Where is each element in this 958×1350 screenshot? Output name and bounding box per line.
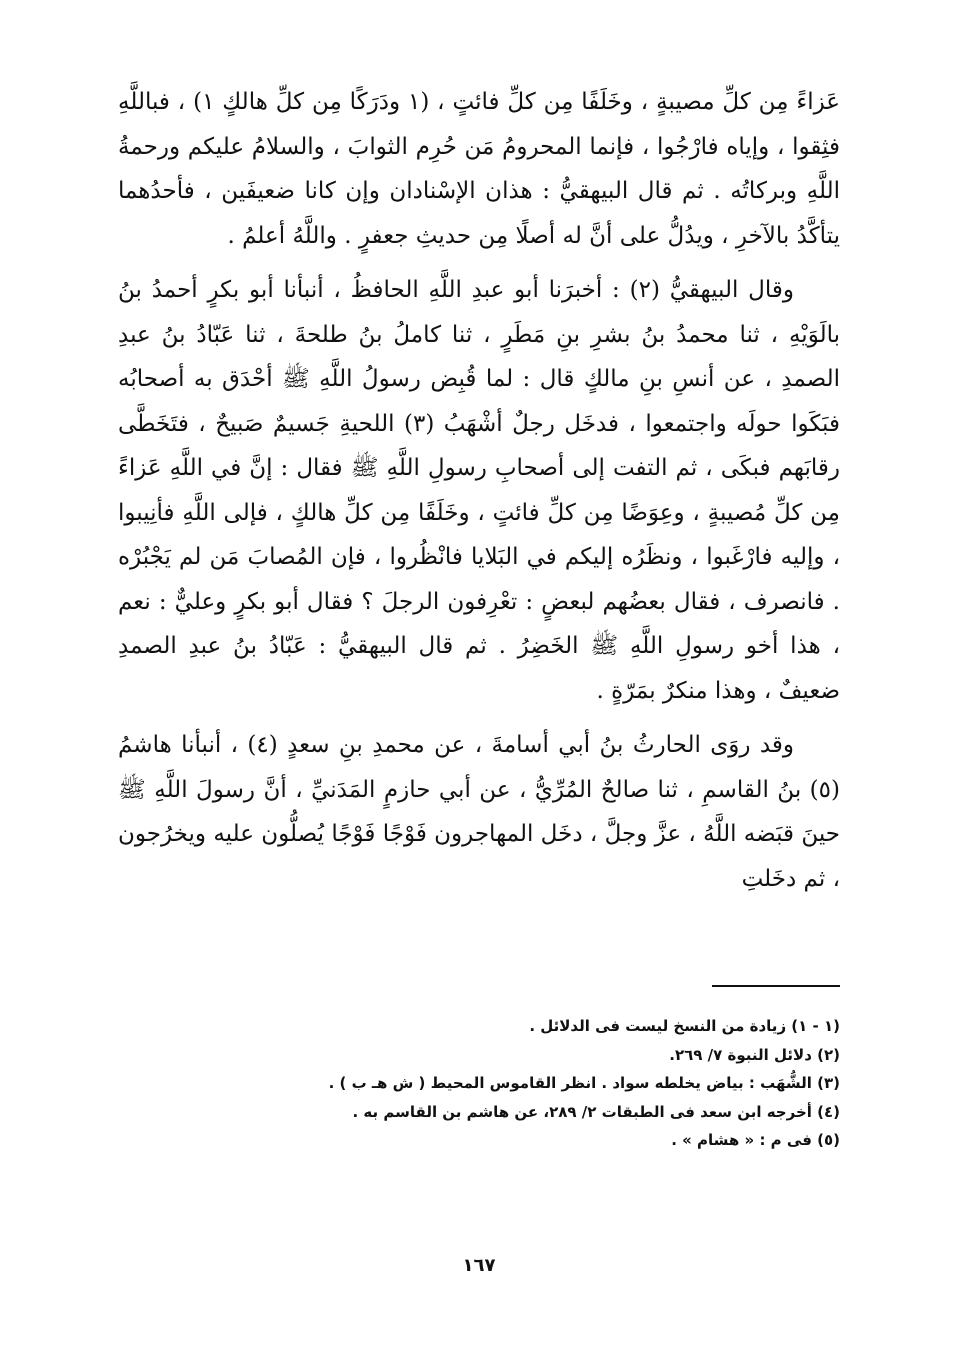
footnote-divider <box>712 985 840 987</box>
paragraph-3: وقد روَى الحارثُ بنُ أبي أسامةَ ، عن محمدِ بنِ سعدٍ (٤) ، أنبأنا هاشمُ (٥) بنُ القاسمِ ، ثنا صالحٌ المُرِّيُّ ، عن أبي حازمٍ المَدَنيِّ ، أنَّ رسولَ اللَّهِ ﷺ حينَ قبَضه اللَّهُ ، عزَّ وجلَّ ، دخَل المهاجرون فَوْجًا فَوْجًا يُصلُّون عليه ويخرُجون ، ثم دخَلتِ <box>118 732 840 892</box>
main-text <box>118 80 840 901</box>
page-number: ١٦٧ <box>462 1255 496 1276</box>
paragraph-2: وقال البيهقيُّ (٢) : أخبرَنا أبو عبدِ اللَّهِ الحافظُ ، أنبأنا أبو بكرٍ أحمدُ بنُ بالَوَيْهِ ، ثنا محمدُ بنُ بشرِ بنِ مَطَرٍ ، ثنا كاملُ بنُ طلحةَ ، ثنا عَبّادُ بنُ عبدِ الصمدِ ، عن أنسِ بنِ مالكٍ قال : لما قُبِض رسولُ اللَّهِ ﷺ أحْدَق به أصحابُه فبَكَوا حولَه واجتمعوا ، فدخَل رجلٌ أشْهَبُ (٣) اللحيةِ جَسيمٌ صَبيحٌ ، فتَخَطَّى رقابَهم فبكَى ، ثم التفت إلى أصحابِ رسولِ اللَّهِ ﷺ فقال : إنَّ في اللَّهِ عَزاءً مِن كلِّ مُصيبةٍ ، وعِوَضًا مِن كلِّ فائتٍ ، وخَلَفًا مِن كلِّ هالكٍ ، فإلى اللَّهِ فأنِيبوا ، وإليه فارْغَبوا ، ونظَرُه إليكم في البَلايا فانْظُروا ، فإن المُصابَ مَن لم يَجْبُرْه . فانصرف ، فقال بعضُهم لبعضٍ : تعْرِفون الرجلَ ؟ فقال أبو بكرٍ وعليٌّ : نعم ، هذا أخو رسولِ اللَّهِ ﷺ الخَضِرُ . ثم قال البيهقيُّ : عَبّادُ بنُ عبدِ الصمدِ ضعيفٌ ، وهذا منكرٌ بمَرّةٍ . <box>118 277 840 704</box>
footnote-1: (١ - ١) زيادة من النسخ ليست فى الدلائل . <box>529 1017 840 1035</box>
footnote-5: (٥) فى م : « هشام » . <box>671 1131 840 1149</box>
footnote-4: (٤) أخرجه ابن سعد فى الطبقات ٢/ ٢٨٩، عن هاشم بن القاسم به . <box>352 1102 840 1121</box>
footnotes <box>118 1012 840 1155</box>
footnote-3: (٣) الشُّهَب : بياض يخلطه سواد . انظر القاموس المحيط ( ش هـ ب ) . <box>328 1074 840 1092</box>
footnote-2: (٢) دلائل النبوة ٧/ ٢٦٩. <box>669 1045 840 1064</box>
paragraph-1: عَزاءً مِن كلِّ مصيبةٍ ، وخَلَفًا مِن كلِّ فائتٍ ، (١ ودَرَكًا مِن كلِّ هالكٍ ١) ، فباللَّهِ فثِقوا ، وإياه فارْجُوا ، فإنما المحرومُ مَن حُرِم الثوابَ ، والسلامُ عليكم ورحمةُ اللَّهِ وبركاتُه . ثم قال البيهقيُّ : هذان الإسْنادان وإن كانا ضعيفَين ، فأحدُهما يتأكَّدُ بالآخرِ ، ويدُلُّ على أنَّ له أصلًا مِن حديثِ جعفرٍ . واللَّهُ أعلمُ . <box>118 89 840 249</box>
